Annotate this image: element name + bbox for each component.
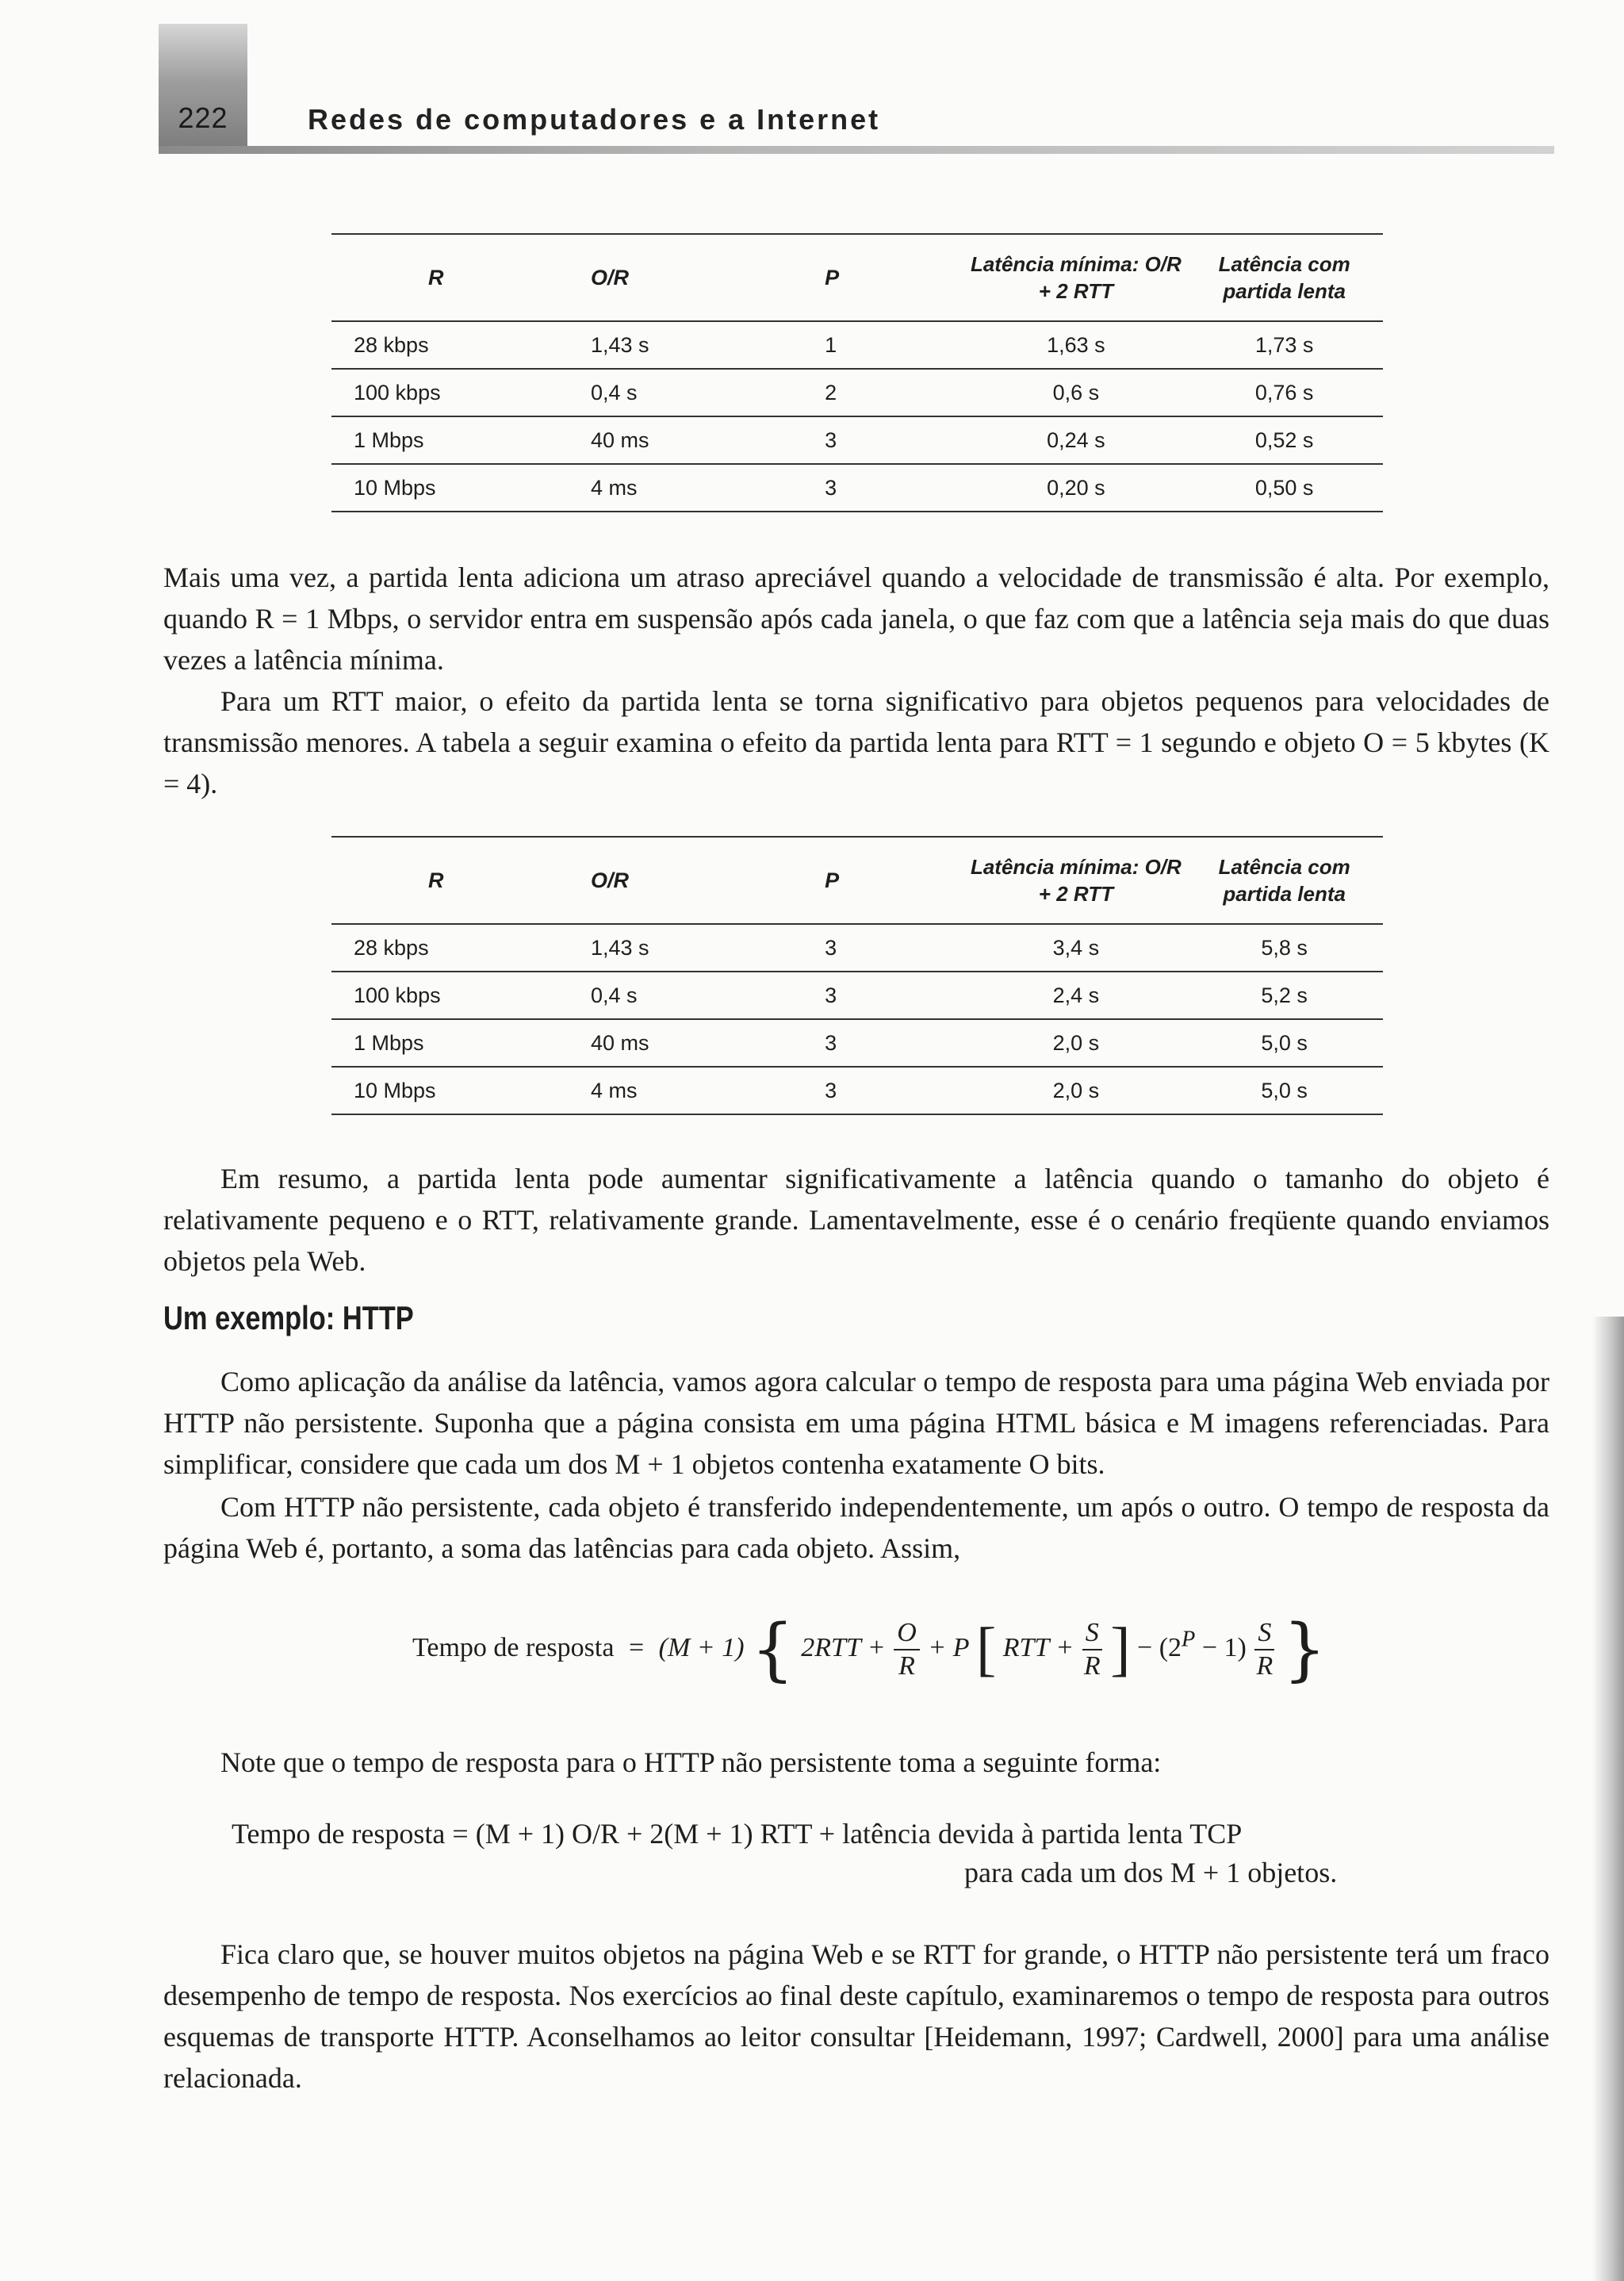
cell-p: 2: [825, 369, 966, 416]
table-row: [331, 1067, 1383, 1114]
cell-o-over-r: 4 ms: [591, 464, 825, 512]
table-row: [331, 972, 1383, 1019]
cell-p: 3: [825, 1067, 966, 1114]
latency-table-1: [331, 233, 1383, 512]
cell-slow-start-latency: 0,52 s: [1185, 416, 1383, 464]
cell-p: 3: [825, 1019, 966, 1067]
cell-p: 1: [825, 321, 966, 369]
paragraph-nonpersistent-http: Com HTTP não persistente, cada objeto é transferido independentemente, um após o outro. O tempo de resposta da página Web é, portanto, a soma das latências para cada objeto. Assim,: [163, 1491, 1549, 1564]
cell-min-latency: 2,0 s: [966, 1019, 1185, 1067]
cell-r: 28 kbps: [331, 924, 591, 972]
fraction-o-over-r: [894, 1617, 920, 1682]
page-edge-shadow: [1592, 1317, 1624, 2281]
cell-p: 3: [825, 464, 966, 512]
close-brace: }: [1282, 1610, 1327, 1689]
fraction-s-over-r: [1082, 1617, 1102, 1682]
equation-exponent: P: [1182, 1627, 1196, 1652]
paragraph-http-example: Como aplicação da análise da latência, vamos agora calcular o tempo de resposta para uma página Web enviada por HTTP não persistente. Suponha que a página consista em uma página HTML básica e M imagens referenciadas. Para simplificar, considere que cada um dos M + 1 objetos contenha exatamente O bits.: [163, 1366, 1549, 1480]
cell-min-latency: 0,24 s: [966, 416, 1185, 464]
fraction-s-over-r: [1254, 1617, 1274, 1682]
fraction-numerator: O: [894, 1617, 920, 1650]
table-row: [331, 416, 1383, 464]
equation-term: − (2: [1137, 1632, 1182, 1662]
equation-factor: (M + 1): [658, 1632, 745, 1662]
table-row: [331, 464, 1383, 512]
column-header-slow-start-latency: Latência com partida lenta: [1185, 234, 1383, 321]
table-header-row: [331, 234, 1383, 321]
equation-term: 2RTT +: [801, 1632, 886, 1662]
equation-term: RTT +: [1002, 1632, 1074, 1662]
column-header-min-latency: Latência mínima: O/R + 2 RTT: [966, 234, 1185, 321]
cell-o-over-r: 1,43 s: [591, 321, 825, 369]
response-time-equation: [412, 1610, 1327, 1689]
section-heading: Um exemplo: HTTP: [163, 1299, 414, 1336]
cell-o-over-r: 40 ms: [591, 1019, 825, 1067]
cell-o-over-r: 4 ms: [591, 1067, 825, 1114]
column-header-p: P: [825, 234, 966, 321]
cell-o-over-r: 0,4 s: [591, 369, 825, 416]
paragraph-note: Note que o tempo de resposta para o HTTP não persistente toma a seguinte forma:: [220, 1746, 1162, 1778]
table-row: [331, 321, 1383, 369]
cell-min-latency: 3,4 s: [966, 924, 1185, 972]
cell-r: 1 Mbps: [331, 1019, 591, 1067]
cell-o-over-r: 1,43 s: [591, 924, 825, 972]
equation-lhs: Tempo de resposta: [412, 1632, 615, 1662]
cell-slow-start-latency: 5,8 s: [1185, 924, 1383, 972]
cell-r: 100 kbps: [331, 972, 591, 1019]
column-header-r: R: [331, 234, 591, 321]
running-title: Redes de computadores e a Internet: [308, 103, 881, 136]
equation-term: + P: [928, 1632, 970, 1662]
fraction-denominator: R: [1256, 1651, 1274, 1681]
cell-slow-start-latency: 1,73 s: [1185, 321, 1383, 369]
response-time-form: Tempo de resposta = (M + 1) O/R + 2(M + 1) RTT + latência devida à partida lenta TCP: [232, 1818, 1243, 1850]
header-rule: [159, 146, 1554, 154]
page-number: 222: [178, 102, 228, 134]
cell-r: 10 Mbps: [331, 1067, 591, 1114]
cell-r: 100 kbps: [331, 369, 591, 416]
close-bracket: ]: [1110, 1616, 1131, 1683]
fraction-denominator: R: [898, 1651, 915, 1681]
cell-r: 1 Mbps: [331, 416, 591, 464]
cell-slow-start-latency: 0,76 s: [1185, 369, 1383, 416]
open-bracket: [: [975, 1616, 997, 1683]
paragraph-conclusion: Fica claro que, se houver muitos objetos na página Web e se RTT for grande, o HTTP não persistente terá um fraco desempenho de tempo de resposta. Nos exercícios ao final deste capítulo, examinaremos o tempo de resposta para outros esquemas de transporte HTTP. Aconselhamos ao leitor consultar [Heidemann, 1997; Cardwell, 2000] para uma análise relacionada.: [163, 1938, 1549, 2094]
table-row: [331, 924, 1383, 972]
cell-o-over-r: 40 ms: [591, 416, 825, 464]
cell-min-latency: 0,6 s: [966, 369, 1185, 416]
paragraph-slow-start-delay: Mais uma vez, a partida lenta adiciona um atraso apreciável quando a velocidade de transmissão é alta. Por exemplo, quando R = 1 Mbps, o servidor entra em suspensão após cada janela, o que faz com que a latência seja mais do que duas vezes a latência mínima.: [163, 562, 1549, 676]
cell-slow-start-latency: 0,50 s: [1185, 464, 1383, 512]
cell-slow-start-latency: 5,0 s: [1185, 1067, 1383, 1114]
column-header-o-over-r: O/R: [591, 837, 825, 924]
cell-min-latency: 1,63 s: [966, 321, 1185, 369]
cell-p: 3: [825, 972, 966, 1019]
cell-r: 10 Mbps: [331, 464, 591, 512]
open-brace: {: [751, 1610, 795, 1689]
response-time-form-continuation: para cada um dos M + 1 objetos.: [964, 1857, 1338, 1888]
cell-p: 3: [825, 924, 966, 972]
fraction-denominator: R: [1083, 1651, 1101, 1681]
table-row: [331, 1019, 1383, 1067]
cell-min-latency: 2,0 s: [966, 1067, 1185, 1114]
table-row: [331, 369, 1383, 416]
cell-min-latency: 0,20 s: [966, 464, 1185, 512]
cell-min-latency: 2,4 s: [966, 972, 1185, 1019]
cell-slow-start-latency: 5,2 s: [1185, 972, 1383, 1019]
equation-term: − 1): [1201, 1632, 1247, 1662]
column-header-p: P: [825, 837, 966, 924]
column-header-min-latency: Latência mínima: O/R + 2 RTT: [966, 837, 1185, 924]
latency-table-2: [331, 836, 1383, 1115]
cell-o-over-r: 0,4 s: [591, 972, 825, 1019]
fraction-numerator: S: [1082, 1617, 1102, 1650]
cell-p: 3: [825, 416, 966, 464]
table-header-row: [331, 837, 1383, 924]
cell-r: 28 kbps: [331, 321, 591, 369]
equation-equals: =: [628, 1632, 645, 1662]
column-header-slow-start-latency: Latência com partida lenta: [1185, 837, 1383, 924]
column-header-r: R: [331, 837, 591, 924]
paragraph-summary: Em resumo, a partida lenta pode aumentar significativamente a latência quando o tamanho do objeto é relativamente pequeno e o RTT, relativamente grande. Lamentavelmente, esse é o cenário freqüente quando enviamos objetos pela Web.: [163, 1163, 1549, 1277]
cell-slow-start-latency: 5,0 s: [1185, 1019, 1383, 1067]
fraction-numerator: S: [1254, 1617, 1274, 1650]
paragraph-larger-rtt: Para um RTT maior, o efeito da partida lenta se torna significativo para objetos pequenos para velocidades de transmissão menores. A tabela a seguir examina o efeito da partida lenta para RTT = 1 segundo e objeto O = 5 kbytes (K = 4).: [163, 685, 1549, 799]
column-header-o-over-r: O/R: [591, 234, 825, 321]
